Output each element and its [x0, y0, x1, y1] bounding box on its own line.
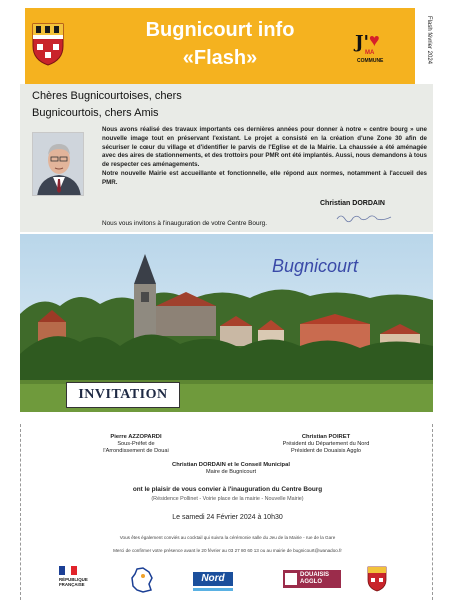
message-paragraph2: Notre nouvelle Mairie est accueillante et fonctionnelle, elle répond aux normes, notamment à l'accueil des PMR. [102, 170, 427, 187]
town-crest-small-icon [367, 566, 387, 592]
invitation-pleasure-line: ont le plaisir de vous convier à l'inauguration du Centre Bourg [132, 486, 323, 493]
logo-j-text: J' [355, 32, 370, 53]
host-role: l'Arrondissement de Douai [103, 448, 169, 454]
photo-caption: Bugnicourt [272, 256, 359, 276]
host-role: Maire de Bugnicourt [205, 469, 257, 475]
invitation-badge [66, 382, 180, 408]
douaisis-text [300, 572, 329, 586]
invitation-address: (Résidence Pollinet - Voirie place de la mairie - Nouvelle Mairie) [151, 496, 304, 502]
nord-logo-underline [193, 588, 233, 591]
douaisis-text-line2: AGGLO [300, 579, 322, 585]
nord-logo: Nord [193, 572, 233, 586]
portrait-image [33, 133, 84, 196]
greeting-line1: Chères Bugnicourtoises, chers [32, 90, 182, 102]
douaisis-square-icon [285, 573, 297, 585]
host-role: Président de Douaisis Agglo [291, 448, 361, 454]
host-president [261, 434, 391, 455]
host-name: Christian POIRET [301, 434, 351, 440]
invite-line: Nous vous invitons à l'inauguration de votre Centre Bourg. [102, 220, 267, 227]
message-paragraph1: Nous avons réalisé des travaux importants ces dernières années pour donner à notre « centre bourg » une nouvelle image tout en préservant l'existant. Le projet a consisté en la création d'une Zone 30 afin de sécuriser le cœur du village et d'identifier le parvis de l'Eglise et de la Mairie. La chaussée a été aménagée avec des aires de stationnements, et des trottoirs pour PMR ont été implantés. Aussi, nous demandons à tous de respecter ces aménagements. [102, 126, 427, 169]
partner-logos [21, 564, 434, 598]
douaisis-text-line1: DOUAISIS [300, 572, 330, 578]
handwritten-signature [335, 211, 395, 223]
france-map-icon [129, 566, 155, 594]
village-photo [20, 234, 433, 412]
header-title-line2: «Flash» [182, 47, 258, 69]
rsvp-note: Merci de confirmer votre présence avant le 20 février au 03 27 80 60 13 ou au mairie de bugnicourt@wanadoo.fr [113, 548, 342, 553]
event-date: Le samedi 24 Février 2024 à 10h30 [172, 514, 283, 521]
heart-icon: ♥ [369, 30, 380, 50]
mayor-message-panel [20, 84, 433, 232]
invitation-card [20, 424, 433, 600]
cocktail-note: Vous êtes également conviés au cocktail qui suivra la cérémonie salle du Jeu de la Mairie - rue de la Gare [119, 535, 336, 540]
header-title-line1: Bugnicourt info [145, 19, 295, 41]
host-role: Sous-Préfet de [117, 441, 155, 447]
mayor-portrait [32, 132, 84, 196]
header-banner [25, 8, 415, 84]
invitation-badge-text: INVITATION [78, 387, 168, 402]
douaisis-agglo-logo [283, 570, 341, 588]
host-sous-prefet [81, 434, 191, 455]
french-flag-icon [59, 566, 77, 575]
signer-name: Christian DORDAIN [320, 200, 385, 207]
republique-francaise-logo [59, 566, 95, 594]
message-body [102, 126, 427, 189]
greeting-line2: Bugnicourtois, chers Amis [32, 107, 159, 119]
host-name: Pierre AZZOPARDI [110, 434, 162, 440]
logo-commune-text: COMMUNE [357, 58, 384, 64]
host-role: Président du Département du Nord [282, 441, 370, 447]
host-mayor [131, 462, 331, 476]
side-date: Flash février 2024 [426, 16, 432, 65]
host-name: Christian DORDAIN et le Conseil Municipal [172, 462, 290, 468]
republique-text: RÉPUBLIQUE FRANÇAISE [59, 577, 88, 587]
logo-ma-text: MA [365, 50, 375, 56]
town-crest-icon [31, 22, 65, 66]
